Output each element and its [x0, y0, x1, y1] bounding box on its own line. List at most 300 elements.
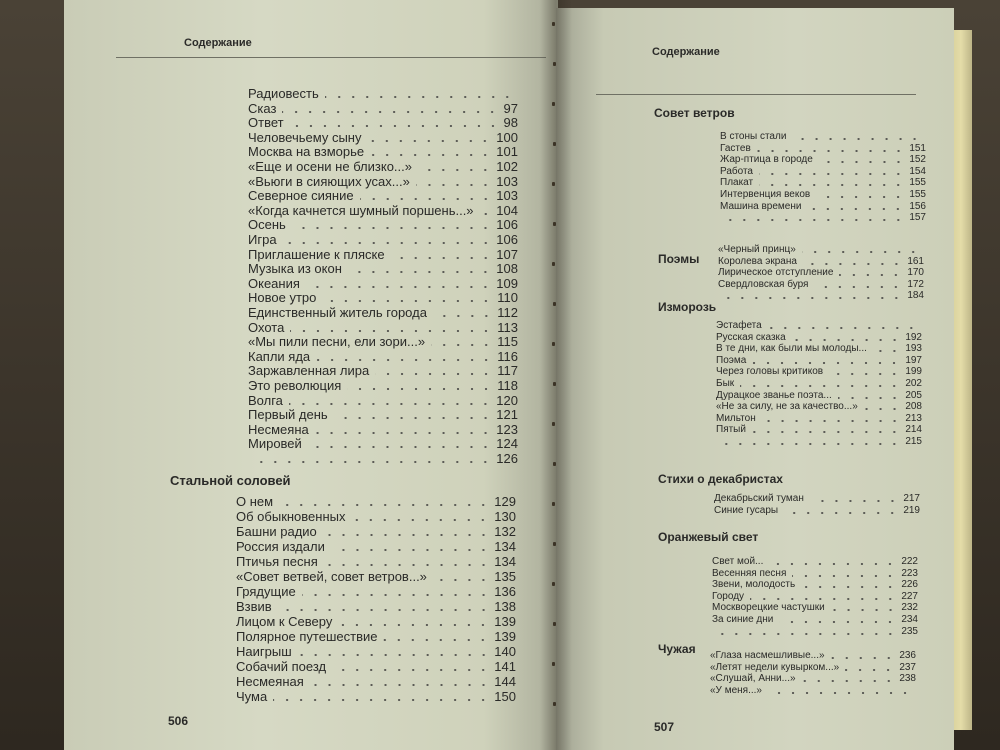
toc-entry-title: За синие дни	[712, 614, 774, 625]
dot-leader	[348, 271, 492, 273]
toc-entry-title: Интервенция веков	[720, 189, 811, 200]
toc-entry	[716, 401, 922, 413]
right-page	[556, 8, 954, 750]
dot-leader	[306, 286, 492, 288]
dot-leader	[792, 138, 922, 140]
toc-entry-title: Мировей	[248, 436, 302, 452]
toc-entry-page: 140	[494, 644, 516, 659]
toc-entry-page: 199	[905, 366, 922, 378]
toc-entry	[710, 662, 916, 674]
toc-entry-page: 237	[899, 661, 916, 673]
binding-stitch	[552, 342, 555, 346]
dot-leader	[302, 594, 491, 596]
toc-entry-title: Охота	[248, 319, 285, 335]
toc-entry-title: Лицом к Северу	[236, 614, 333, 629]
dot-leader	[324, 564, 491, 566]
dot-leader	[298, 654, 491, 656]
toc-entry-title: О нем	[236, 494, 274, 509]
toc-entry	[718, 244, 924, 256]
dot-leader	[370, 154, 492, 156]
toc-entry-page: 108	[496, 261, 518, 277]
dot-leader	[292, 227, 493, 229]
dot-leader	[416, 184, 492, 186]
toc-entry-title: Чума	[236, 689, 268, 704]
toc-entry-page: 197	[905, 354, 922, 366]
toc-entry	[248, 407, 518, 422]
binding-stitch	[553, 222, 556, 226]
toc-entry-title: Взвив	[236, 599, 272, 614]
toc-entry-page: 202	[905, 378, 922, 389]
toc-entry-title: «У меня...»	[710, 684, 762, 696]
binding-stitch	[553, 62, 556, 66]
toc-entry-title: Плакат	[720, 177, 754, 189]
toc-entry	[236, 554, 516, 569]
toc-entry-title: Человечьему сыну	[248, 129, 362, 145]
toc-entry-title: Поэма	[716, 354, 747, 366]
toc-entry-page: 107	[496, 246, 518, 262]
binding-stitch	[553, 702, 556, 706]
dot-leader	[752, 362, 901, 364]
binding-stitch	[552, 422, 555, 426]
toc-entry	[712, 579, 918, 591]
dot-leader	[779, 621, 897, 623]
binding-stitch	[552, 22, 555, 26]
toc-entry-page: 155	[909, 177, 926, 189]
toc-entry-page: 118	[497, 378, 518, 393]
toc-entry-title: Мильтон	[716, 412, 756, 424]
toc-entry-page: 116	[497, 348, 518, 364]
toc-entry	[720, 212, 926, 224]
toc-entry	[248, 363, 518, 378]
dot-leader	[768, 692, 912, 694]
toc-entry-page: 101	[496, 144, 518, 160]
toc-entry-title: Собачий поезд	[236, 659, 327, 674]
running-head: Содержание	[652, 46, 720, 58]
toc-entry-page: 155	[909, 189, 926, 200]
toc-entry-page: 234	[901, 614, 918, 625]
dot-leader	[792, 575, 897, 577]
dot-leader	[273, 699, 490, 701]
toc-entry-page: 106	[496, 217, 518, 233]
toc-entry	[248, 436, 518, 451]
dot-leader	[726, 219, 905, 221]
toc-entry	[248, 86, 518, 101]
dot-leader	[819, 161, 905, 163]
toc-entry-page: 135	[494, 569, 516, 584]
toc-entry-title: «Мы пили песни, ели зори...»	[248, 334, 426, 350]
toc-entry-page: 193	[905, 343, 922, 355]
dot-leader	[347, 388, 493, 390]
dot-leader	[831, 657, 896, 659]
toc-entry	[716, 424, 922, 436]
toc-entry-title: В стоны стали	[720, 131, 787, 142]
toc-entry-title: Капли яда	[248, 348, 311, 364]
toc-entry	[248, 130, 518, 145]
toc-entry-title: Свет мой...	[712, 556, 764, 567]
binding-stitch	[553, 142, 556, 146]
toc-entry-page: 156	[909, 200, 926, 212]
toc-entry-page: 170	[907, 267, 924, 279]
toc-entry	[710, 650, 916, 662]
toc-entry-page: 113	[497, 319, 518, 335]
binding-stitch	[553, 542, 556, 546]
toc-entry-title: «Вьюги в сияющих усах...»	[248, 173, 410, 189]
dot-leader	[367, 140, 492, 142]
toc-entry-page: 112	[497, 305, 518, 320]
toc-entry	[236, 614, 516, 629]
dot-leader	[334, 417, 493, 419]
toc-entry	[714, 493, 920, 505]
section-heading: Стихи о декабристах	[658, 472, 783, 486]
toc-entry-title: Заржавленная лира	[248, 363, 370, 379]
toc-entry	[720, 201, 926, 213]
toc-entry-title: «Не за силу, не за качество...»	[716, 401, 858, 413]
book-gutter	[540, 0, 572, 750]
toc-entry-page: 129	[494, 494, 516, 509]
binding-stitch	[553, 462, 556, 466]
toc-entry-title: Птичья песня	[236, 554, 318, 569]
toc-entry-page: 110	[497, 290, 518, 306]
toc-entry-page: 144	[494, 674, 516, 689]
toc-entry	[236, 599, 516, 614]
toc-entry	[712, 556, 918, 568]
toc-entry-title: Северное сияние	[248, 188, 354, 204]
toc-entry	[716, 366, 922, 378]
toc-entry-page: 217	[903, 493, 920, 504]
binding-stitch	[552, 582, 555, 586]
toc-entry-title: Об обыкновенных	[236, 509, 346, 524]
toc-entry-page: 154	[909, 165, 926, 177]
toc-entry-title: «Черный принц»	[718, 244, 796, 255]
toc-entry-page: 104	[496, 202, 518, 218]
toc-entry-page: 136	[494, 584, 516, 599]
toc-entry-page: 232	[901, 602, 918, 614]
toc-entry	[716, 343, 922, 355]
toc-entry-page: 109	[496, 275, 518, 291]
toc-entry	[248, 217, 518, 232]
toc-entry-page: 117	[497, 363, 518, 379]
dot-leader	[769, 563, 897, 565]
toc-entry	[710, 685, 916, 697]
section-heading: Оранжевый свет	[658, 530, 759, 544]
toc-entry	[248, 422, 518, 437]
toc-entry	[248, 174, 518, 189]
toc-entry-title: Полярное путешествие	[236, 629, 378, 644]
dot-leader	[829, 373, 901, 375]
toc-entry-page: 152	[909, 154, 926, 166]
toc-entry-page: 151	[909, 142, 926, 154]
dot-leader	[338, 624, 490, 626]
dot-leader	[315, 432, 493, 434]
dot-leader	[331, 549, 490, 551]
dot-leader	[762, 420, 902, 422]
toc-entry-page: 102	[496, 159, 518, 174]
toc-entry-page: 238	[899, 673, 916, 685]
binding-stitch	[552, 182, 555, 186]
dot-leader	[383, 639, 490, 641]
section-heading: Чужая	[658, 642, 696, 656]
dot-leader	[759, 173, 905, 175]
toc-entry-page: 134	[494, 539, 516, 554]
toc-entry	[720, 143, 926, 155]
dot-leader	[310, 684, 491, 686]
dot-leader	[308, 446, 492, 448]
toc-entry-page: 97	[503, 100, 518, 116]
toc-entry-page: 130	[494, 509, 516, 524]
toc-entry-title: Гастев	[720, 142, 751, 154]
toc-entry-page: 184	[907, 290, 924, 302]
dot-leader	[838, 397, 902, 399]
dot-leader	[351, 519, 490, 521]
toc-entry	[248, 451, 518, 466]
toc-entry	[716, 355, 922, 367]
toc-entry-title: Дурацкое званье поэта...	[716, 389, 832, 401]
toc-entry-title: Грядущие	[236, 584, 296, 599]
toc-entry	[248, 305, 518, 320]
section-heading: Стальной соловей	[170, 473, 291, 488]
dot-leader	[759, 184, 905, 186]
toc-entry-title: «Глаза насмешливые...»	[710, 650, 825, 661]
dot-leader	[282, 111, 499, 113]
toc-entry-title: Русская сказка	[716, 331, 786, 343]
dot-leader	[323, 534, 491, 536]
toc-entry-page: 215	[905, 436, 922, 447]
toc-entry-page: 121	[496, 407, 518, 423]
dot-leader	[433, 315, 493, 317]
toc-entry-page: 223	[901, 567, 918, 579]
toc-entry-page: 235	[901, 625, 918, 637]
dot-leader	[802, 680, 896, 682]
toc-entry	[716, 413, 922, 425]
dot-leader	[360, 198, 493, 200]
dot-leader	[316, 359, 493, 361]
toc-entry	[248, 188, 518, 203]
toc-entry-page: 161	[907, 255, 924, 267]
section-heading: Изморозь	[658, 300, 717, 314]
toc-entry-title: Несмеяна	[248, 421, 309, 437]
toc-entry-title: «Летят недели кувырком...»	[710, 661, 840, 673]
dot-leader	[839, 274, 903, 276]
toc-entry	[236, 569, 516, 584]
dot-leader	[814, 286, 903, 288]
toc-entry-page: 139	[494, 629, 516, 644]
toc-entry-title: Через головы критиков	[716, 366, 824, 378]
toc-entry-page: 103	[496, 173, 518, 189]
toc-entry	[248, 203, 518, 218]
dot-leader	[802, 251, 920, 253]
dot-leader	[332, 669, 490, 671]
toc-entry	[248, 159, 518, 174]
dot-leader	[391, 257, 493, 259]
toc-entry	[720, 177, 926, 189]
toc-entry	[248, 261, 518, 276]
binding-stitch	[552, 262, 555, 266]
toc-entry	[248, 393, 518, 408]
dot-leader	[283, 242, 493, 244]
toc-entry-title: Океания	[248, 275, 300, 291]
dot-leader	[433, 579, 490, 581]
toc-entry-page: 132	[494, 524, 516, 539]
toc-entry-page: 106	[496, 232, 518, 247]
toc-entry	[236, 494, 516, 509]
toc-entry-title: Это революция	[248, 378, 342, 393]
binding-stitch	[553, 302, 556, 306]
toc-entry	[712, 591, 918, 603]
binding-stitch	[552, 502, 555, 506]
dot-leader	[279, 504, 490, 506]
dot-leader	[810, 500, 899, 502]
toc-entry-page: 139	[494, 614, 516, 629]
binding-stitch	[552, 102, 555, 106]
dot-leader	[845, 669, 895, 671]
toc-entry-page: 123	[496, 421, 518, 437]
toc-entry	[720, 189, 926, 201]
toc-entry-page: 115	[497, 334, 518, 350]
toc-entry	[248, 101, 518, 116]
toc-entry-title: Синие гусары	[714, 504, 779, 516]
toc-entry	[718, 290, 924, 302]
toc-entry	[236, 674, 516, 689]
toc-entry	[716, 332, 922, 344]
dot-leader	[431, 344, 493, 346]
toc-entry-page: 222	[901, 556, 918, 567]
dot-leader	[803, 263, 903, 265]
toc-entry-page: 236	[899, 650, 916, 661]
toc-entry-title: Эстафета	[716, 320, 762, 331]
toc-entry-title: «Слушай, Анни...»	[710, 673, 796, 685]
toc-entry	[720, 166, 926, 178]
dot-leader	[722, 443, 901, 445]
toc-entry-title: Весенняя песня	[712, 567, 787, 579]
toc-entry	[248, 276, 518, 291]
dot-leader	[718, 633, 897, 635]
dot-leader	[752, 431, 901, 433]
dot-leader	[784, 512, 899, 514]
toc-entry	[712, 614, 918, 626]
toc-entry	[712, 626, 918, 638]
toc-entry	[248, 144, 518, 159]
toc-entry-page: 141	[494, 659, 516, 674]
toc-entry-page: 124	[496, 436, 518, 452]
toc-entry-title: Музыка из окон	[248, 261, 342, 277]
toc-entry	[236, 659, 516, 674]
toc-entry-title: Декабрьский туман	[714, 493, 804, 504]
toc-entry-title: Жар-птица в городе	[720, 154, 813, 166]
dot-leader	[290, 330, 493, 332]
page-number: 506	[168, 714, 189, 728]
toc-entry	[718, 279, 924, 291]
toc-entry-title: Наигрыш	[236, 644, 292, 659]
toc-entry-title: Звени, молодость	[712, 579, 796, 591]
running-head: Содержание	[184, 37, 252, 49]
toc-entry-title: «Еще и осени не близко...»	[248, 159, 412, 174]
toc-entry-page: 214	[905, 424, 922, 436]
toc-entry-page: 205	[905, 389, 922, 401]
dot-leader	[750, 598, 897, 600]
toc-entry	[712, 568, 918, 580]
toc-entry-title: Волга	[248, 392, 283, 408]
toc-entry-page: 150	[494, 689, 516, 704]
toc-entry-title: Городу	[712, 590, 745, 602]
toc-entry-title: Приглашение к пляске	[248, 246, 385, 262]
toc-entry-page: 219	[903, 504, 920, 516]
toc-entry-title: Первый день	[248, 407, 328, 423]
toc-entry	[714, 505, 920, 517]
toc-entry-title: Москва на взморье	[248, 144, 365, 160]
toc-entry	[248, 320, 518, 335]
toc-entry-page: 103	[496, 188, 518, 204]
dot-leader	[816, 196, 905, 198]
toc-entry	[720, 154, 926, 166]
toc-entry-page: 208	[905, 401, 922, 413]
toc-entry-title: Единственный житель города	[248, 305, 427, 320]
toc-entry-title: «Когда качнется шумный поршень...»	[248, 202, 474, 218]
header-rule	[596, 94, 916, 95]
section-heading: Совет ветров	[654, 106, 735, 120]
toc-entry-title: Игра	[248, 232, 277, 247]
toc-entry-title: Радиовесть	[248, 86, 319, 101]
toc-entry-title: Ответ	[248, 115, 284, 131]
toc-entry	[716, 390, 922, 402]
toc-entry-title: Лирическое отступление	[718, 267, 834, 279]
toc-entry-title: Башни радио	[236, 524, 317, 539]
toc-entry	[720, 131, 926, 143]
toc-entry-page: 227	[901, 590, 918, 602]
toc-entry	[236, 539, 516, 554]
binding-stitch	[552, 662, 555, 666]
dot-leader	[801, 586, 897, 588]
toc-entry	[248, 247, 518, 262]
toc-entry	[236, 524, 516, 539]
toc-entry-title: В те дни, как были мы молоды...	[716, 343, 867, 355]
toc-entry-page: 98	[503, 115, 518, 131]
toc-entry	[248, 378, 518, 393]
toc-entry-title: Россия издали	[236, 539, 325, 554]
toc-entry	[718, 267, 924, 279]
toc-entry-page: 134	[494, 554, 516, 569]
toc-entry-page: 157	[909, 212, 926, 224]
toc-entry	[236, 584, 516, 599]
toc-entry-title: Несмеяная	[236, 674, 304, 689]
toc-entry-page: 172	[907, 278, 924, 290]
toc-entry-title: Королева экрана	[718, 255, 797, 267]
dot-leader	[740, 385, 901, 387]
toc-entry-title: Новое утро	[248, 290, 317, 306]
toc-entry	[718, 256, 924, 268]
page-number: 507	[654, 720, 675, 734]
toc-entry	[248, 349, 518, 364]
toc-entry	[248, 290, 518, 305]
toc-entry	[236, 689, 516, 704]
toc-entry	[236, 629, 516, 644]
toc-entry-title: Сказ	[248, 100, 277, 116]
dot-leader	[807, 208, 905, 210]
toc-entry	[716, 378, 922, 390]
toc-entry-page: 126	[496, 451, 518, 466]
dot-leader	[757, 150, 906, 152]
dot-leader	[254, 461, 492, 463]
toc-entry-page: 192	[905, 331, 922, 343]
toc-entry-page: 138	[494, 599, 516, 614]
binding-stitch	[553, 622, 556, 626]
toc-entry-title: Машина времени	[720, 200, 802, 212]
toc-entry-title: Бык	[716, 378, 735, 389]
binding-stitch	[553, 382, 556, 386]
dot-leader	[278, 609, 491, 611]
toc-entry-title: Пятый	[716, 424, 746, 436]
dot-leader	[480, 213, 493, 215]
left-page	[64, 0, 558, 750]
